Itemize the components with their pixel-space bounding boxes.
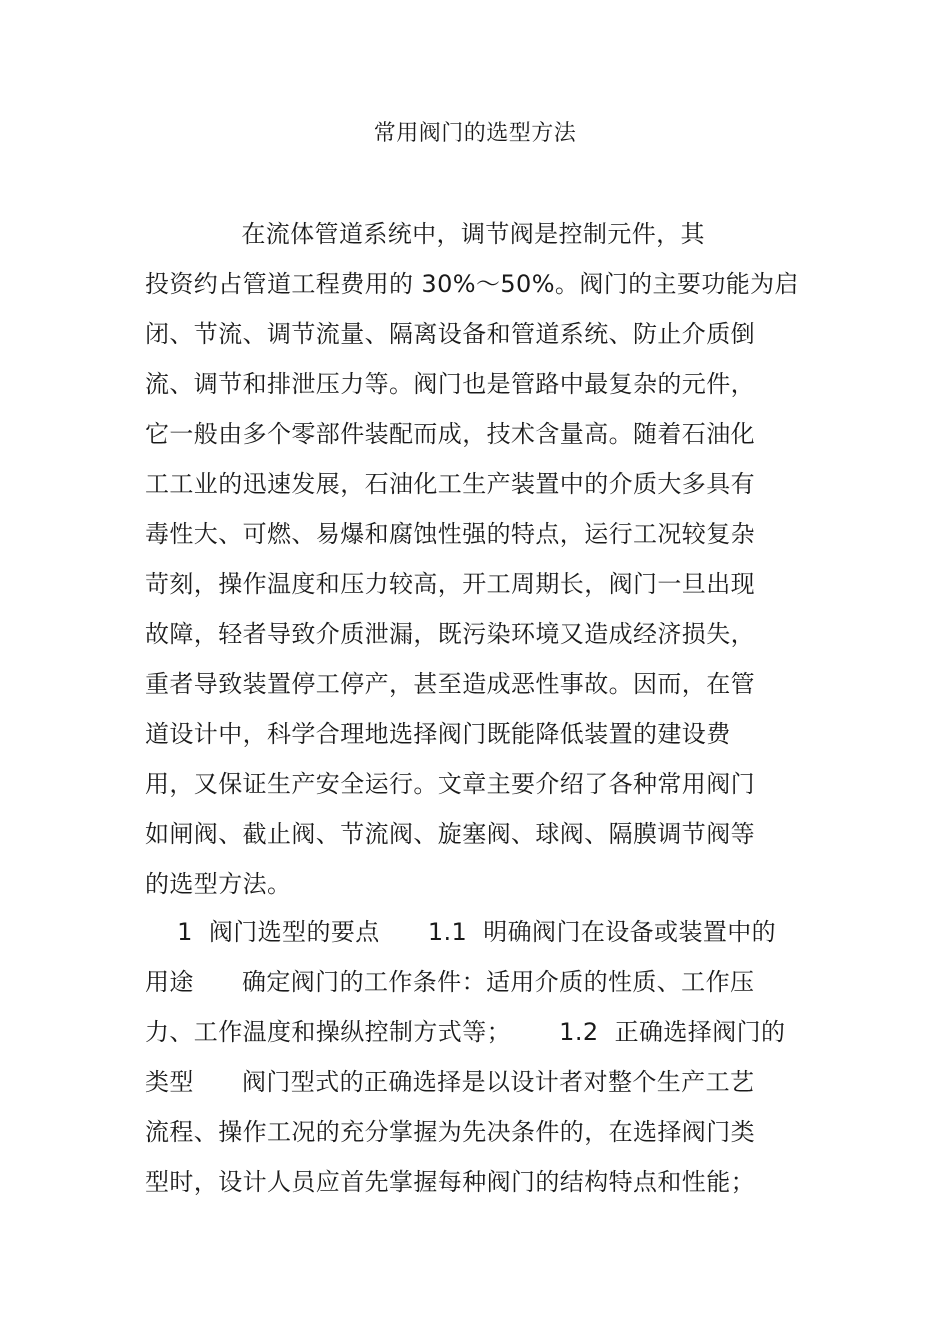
- body-line: 工工业的迅速发展，石油化工生产装置中的介质大多具有: [145, 470, 755, 498]
- body-line: 苛刻，操作温度和压力较高，开工周期长，阀门一旦出现: [145, 570, 755, 598]
- body-line: 重者导致装置停工停产，甚至造成恶性事故。因而，在管: [145, 670, 755, 698]
- body-line: 如闸阀、截止阀、节流阀、旋塞阀、球阀、隔膜调节阀等: [145, 820, 755, 848]
- body-line: 力、工作温度和操纵控制方式等； 1.2 正确选择阀门的: [145, 1018, 786, 1046]
- body-line: 投资约占管道工程费用的 30%～50%。阀门的主要功能为启: [145, 270, 799, 298]
- body-line: 闭、节流、调节流量、隔离设备和管道系统、防止介质倒: [145, 320, 755, 348]
- body-line: 它一般由多个零部件装配而成，技术含量高。随着石油化: [145, 420, 755, 448]
- body-line: 毒性大、可燃、易爆和腐蚀性强的特点，运行工况较复杂: [145, 520, 755, 548]
- body-line: 型时，设计人员应首先掌握每种阀门的结构特点和性能；: [145, 1168, 755, 1196]
- body-line: 类型 阀门型式的正确选择是以设计者对整个生产工艺: [145, 1068, 755, 1096]
- body-line: 故障，轻者导致介质泄漏，既污染环境又造成经济损失，: [145, 620, 755, 648]
- document-title: 常用阀门的选型方法: [373, 121, 577, 146]
- body-line: 流程、操作工况的充分掌握为先决条件的，在选择阀门类: [145, 1118, 755, 1146]
- body-line: 1 阀门选型的要点 1.1 明确阀门在设备或装置中的: [145, 918, 777, 946]
- body-line: 的选型方法。: [145, 870, 292, 898]
- body-line: 流、调节和排泄压力等。阀门也是管路中最复杂的元件，: [145, 370, 755, 398]
- body-line: 用，又保证生产安全运行。文章主要介绍了各种常用阀门: [145, 770, 755, 798]
- body-line: 道设计中，科学合理地选择阀门既能降低装置的建设费: [145, 720, 731, 748]
- body-line: 在流体管道系统中，调节阀是控制元件，其: [145, 220, 705, 248]
- body-line: 用途 确定阀门的工作条件：适用介质的性质、工作压: [145, 968, 755, 996]
